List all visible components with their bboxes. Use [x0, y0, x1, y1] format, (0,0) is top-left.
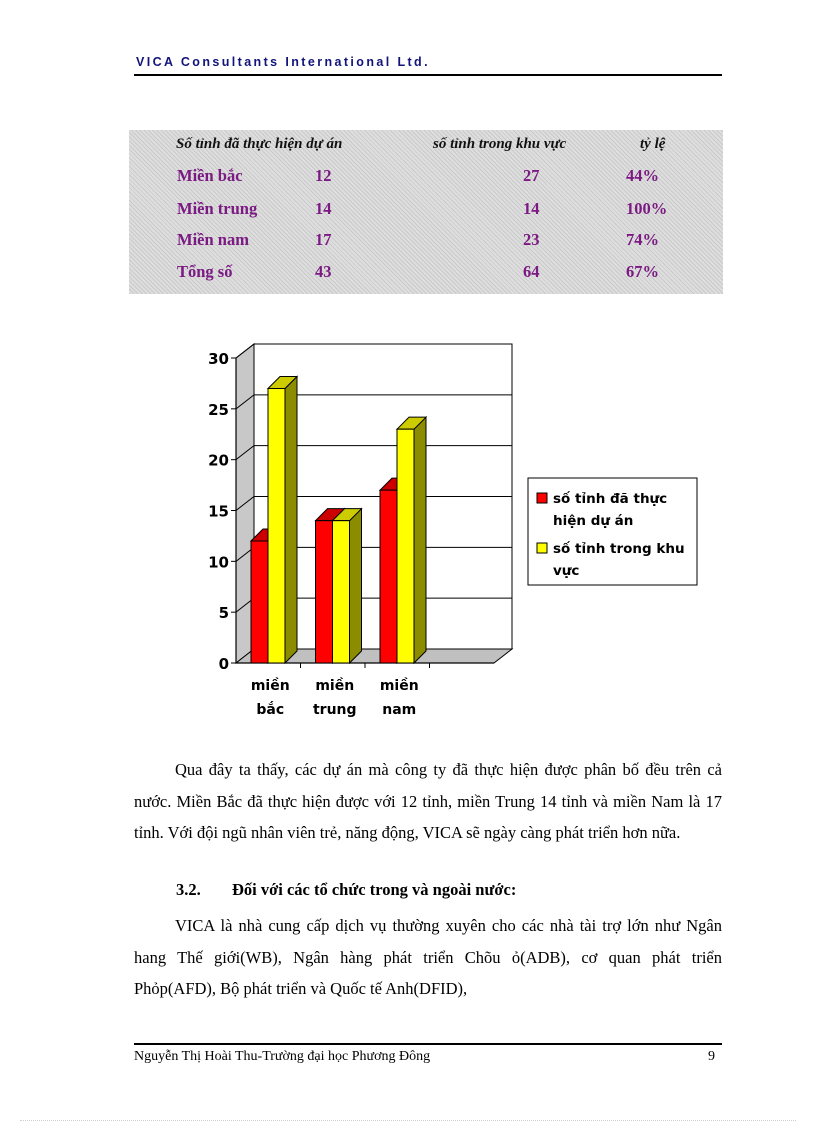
bar-total: [397, 429, 414, 663]
footer-divider: [134, 1043, 722, 1045]
y-tick-label: 25: [208, 400, 229, 419]
y-tick-label: 10: [208, 553, 229, 572]
x-tick-label: miền: [379, 678, 419, 694]
table-header-done: Số tỉnh đã thực hiện dự án: [176, 136, 343, 152]
section-title: Đối với các tổ chức trong và ngoài nước:: [232, 880, 517, 899]
table-cell-ratio: 67%: [626, 262, 659, 281]
bar-total: [333, 521, 350, 663]
table-cell-ratio: 44%: [626, 166, 659, 185]
table-cell-region: Tổng số: [177, 262, 233, 281]
bar-done: [251, 541, 268, 663]
table-header-total: số tỉnh trong khu vực: [433, 136, 567, 152]
paragraph-distribution: [134, 754, 722, 849]
legend-label: số tỉnh trong khu: [553, 541, 685, 557]
table-cell-total: 14: [523, 199, 540, 218]
y-tick-label: 15: [208, 502, 229, 521]
paragraph-distribution-text: Qua đây ta thấy, các dự án mà công ty đã thực hiện được phân bố đều trên cả nước. Miền Bắc đã thực hiện được với 12 tỉnh, miền Trung 14 tỉnh và miền Nam là 17 tỉnh. Với đội ngũ nhân viên trẻ, năng động, VICA sẽ ngày càng phát triển hơn nữa.: [134, 760, 722, 842]
table-cell-done: 12: [315, 166, 332, 185]
y-tick-label: 30: [208, 350, 229, 368]
x-tick-label: bắc: [256, 702, 285, 718]
bar-done: [316, 521, 333, 663]
table-cell-done: 14: [315, 199, 332, 218]
table-cell-total: 23: [523, 230, 540, 249]
table-cell-done: 17: [315, 230, 332, 249]
table-cell-total: 64: [523, 262, 540, 281]
y-tick-label: 5: [218, 604, 229, 623]
table-cell-ratio: 74%: [626, 230, 659, 249]
bar-side: [414, 417, 426, 663]
x-tick-label: nam: [382, 702, 417, 718]
legend-swatch: [537, 493, 547, 503]
bar-total: [268, 389, 285, 664]
x-tick-label: trung: [312, 702, 357, 718]
table-cell-total: 27: [523, 166, 540, 185]
section-heading: [176, 880, 516, 900]
footer-author: Nguyễn Thị Hoài Thu-Trường đại học Phương Đông: [134, 1049, 431, 1064]
y-tick-label: 20: [208, 451, 229, 470]
page-bottom-edge: [20, 1120, 796, 1121]
paragraph-donors-text: VICA là nhà cung cấp dịch vụ thường xuyên cho các nhà tài trợ lớn như Ngân hang Thế giới(WB), Ngân hàng phát triển Chõu ỏ(ADB), cơ quan phát triển Phỏp(AFD), Bộ phát triển và Quốc tế Anh(DFID),: [134, 916, 722, 998]
table-cell-ratio: 100%: [626, 199, 668, 218]
table-header-ratio: tỷ lệ: [640, 136, 666, 152]
legend-swatch: [537, 543, 547, 553]
bar-side: [350, 509, 362, 663]
section-number: 3.2.: [176, 880, 201, 899]
x-tick-label: miền: [315, 678, 355, 694]
page-number: 9: [708, 1049, 715, 1064]
table-cell-region: Miền bắc: [177, 166, 243, 185]
header-company-name: VICA Consultants International Ltd.: [136, 55, 430, 69]
table-cell-done: 43: [315, 262, 332, 281]
paragraph-donors: [134, 910, 722, 1005]
table-cell-region: Miền nam: [177, 230, 249, 249]
legend-label: số tỉnh đã thực: [553, 491, 668, 507]
legend-label: hiện dự án: [553, 513, 634, 529]
table-cell-region: Miền trung: [177, 199, 258, 218]
y-tick-label: 0: [218, 655, 229, 673]
x-tick-label: miền: [250, 678, 290, 694]
bar-side: [285, 377, 297, 664]
bar-done: [380, 490, 397, 663]
legend-label: vực: [553, 563, 580, 579]
